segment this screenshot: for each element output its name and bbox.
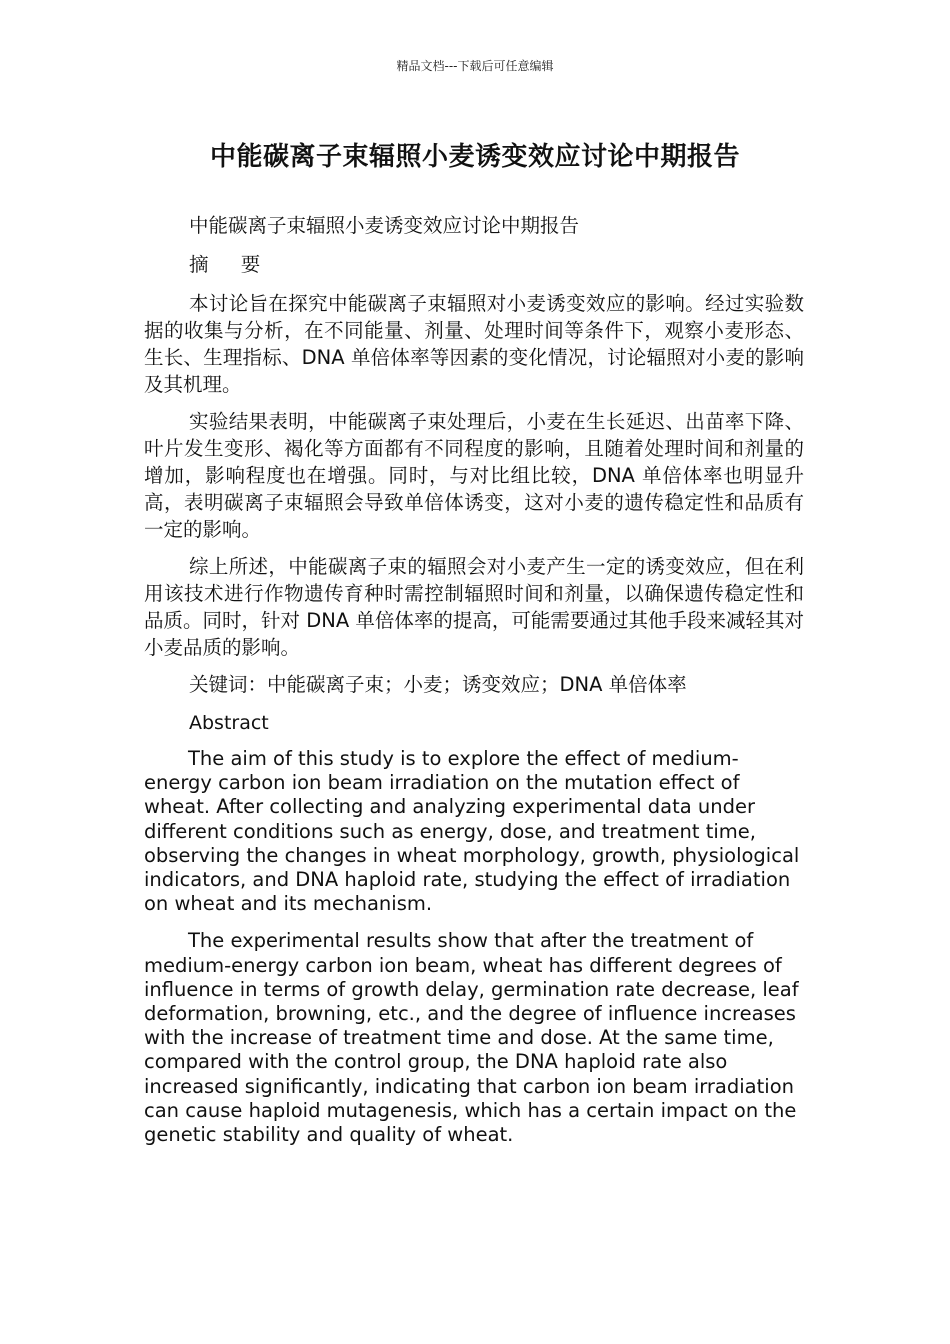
document-title: 中能碳离子束辐照小麦诱变效应讨论中期报告	[209, 142, 740, 172]
abstract-heading: Abstract	[189, 712, 269, 734]
document-body	[144, 212, 804, 1160]
page-header: 精品文档---下载后可任意编辑	[396, 59, 554, 73]
summary-paragraph-2: 实验结果表明，中能碳离子束处理后，小麦在生长延迟、出苗率下降、叶片发生变形、褐化等方面都有不同程度的影响，且随着处理时间和剂量的增加，影响程度也在增强。同时，与对比组比较，DNA 单倍体率也明显升高，表明碳离子束辐照会导致单倍体诱变，这对小麦的遗传稳定性和品质有一定的影响。	[144, 410, 804, 541]
summary-paragraph-1: 本讨论旨在探究中能碳离子束辐照对小麦诱变效应的影响。经过实验数据的收集与分析，在不同能量、剂量、处理时间等条件下，观察小麦形态、生长、生理指标、DNA 单倍体率等因素的变化情况，讨论辐照对小麦的影响及其机理。	[144, 292, 804, 396]
keywords-line: 关键词：中能碳离子束；小麦；诱变效应；DNA 单倍体率	[189, 673, 687, 696]
summary-paragraph-3: 综上所述，中能碳离子束的辐照会对小麦产生一定的诱变效应，但在利用该技术进行作物遗传育种时需控制辐照时间和剂量，以确保遗传稳定性和品质。同时，针对 DNA 单倍体率的提高，可能需要通过其他手段来减轻其对小麦品质的影响。	[144, 555, 804, 659]
abstract-paragraph-1: The aim of this study is to explore the effect of medium-energy carbon ion beam irradiation on the mutation effect of wheat. After collecting and analyzing experimental data under different conditions such as energy, dose, and treatment time, observing the changes in wheat morphology, growth, physiological indicators, and DNA haploid rate, studying the effect of irradiation on wheat and its mechanism.	[144, 747, 800, 916]
abstract-paragraph-2: The experimental results show that after the treatment of medium-energy carbon ion beam, wheat has different degrees of influence in terms of growth delay, germination rate decrease, leaf deformation, browning, etc., and the degree of influence increases with the increase of treatment time and dose. At the same time, compared with the control group, the DNA haploid rate also increased significantly, indicating that carbon ion beam irradiation can cause haploid mutagenesis, which has a certain impact on the genetic stability and quality of wheat.	[144, 929, 799, 1147]
document-subtitle: 中能碳离子束辐照小麦诱变效应讨论中期报告	[189, 214, 580, 237]
summary-heading: 摘 要	[189, 253, 274, 276]
